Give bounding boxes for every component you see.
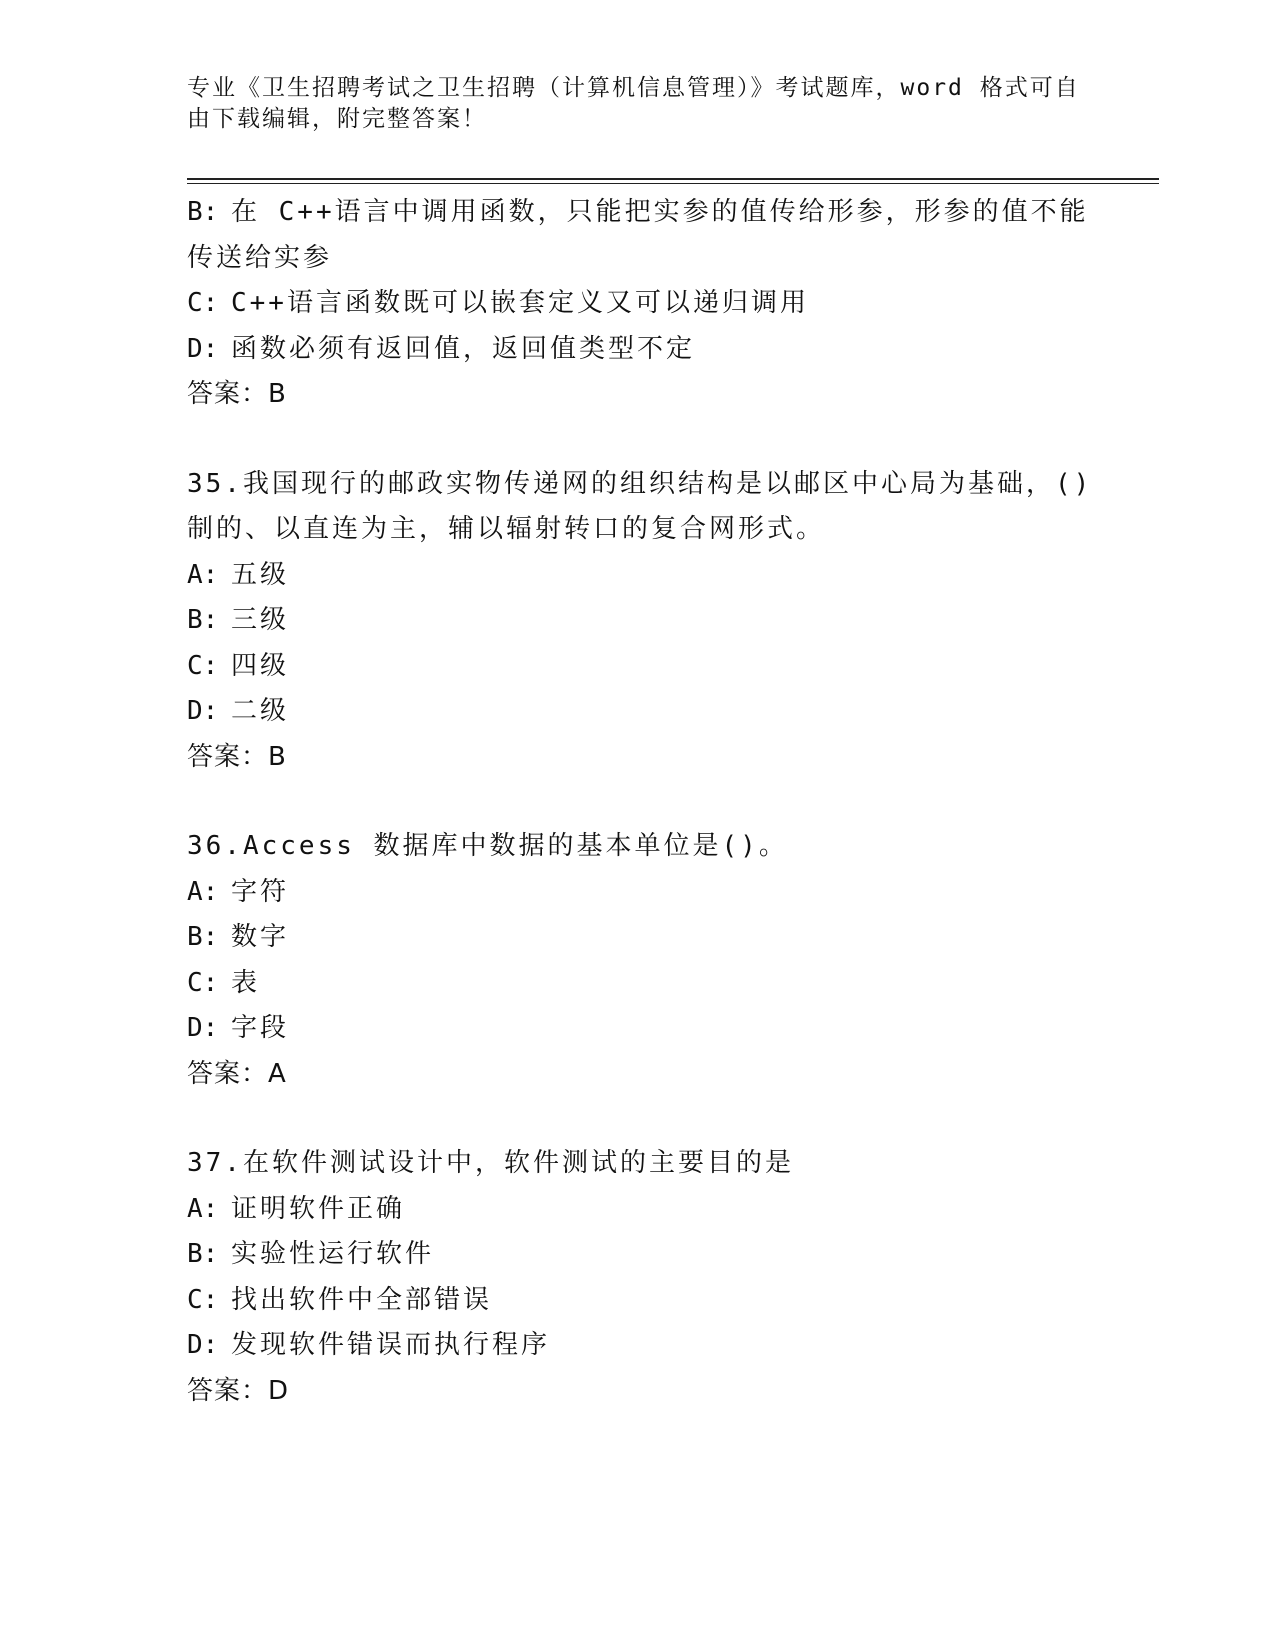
option-text: 二级	[231, 696, 290, 726]
option-label: B:	[187, 197, 219, 227]
option-text: 字符	[231, 876, 290, 907]
option-label: D:	[187, 333, 219, 364]
option-d	[187, 1323, 1087, 1369]
question-text: 37.在软件测试设计中，软件测试的主要目的是	[187, 1148, 794, 1178]
question-36	[187, 824, 1087, 1097]
option-label: D:	[187, 696, 219, 726]
option-label: D:	[187, 1330, 219, 1360]
option-label: A:	[187, 876, 219, 907]
document-header	[187, 73, 1087, 135]
option-b	[187, 1232, 1087, 1278]
question-37	[187, 1141, 1087, 1414]
answer-line: 答案：A	[187, 1058, 287, 1089]
option-text: 字段	[231, 1013, 290, 1043]
option-a	[187, 553, 1087, 599]
option-c	[187, 961, 1087, 1007]
answer-line: 答案：D	[187, 1375, 290, 1406]
option-label: C:	[187, 967, 219, 998]
question-text: 35.我国现行的邮政实物传递网的组织结构是以邮区中心局为基础，()	[187, 468, 1093, 499]
option-text: 函数必须有返回值，返回值类型不定	[231, 333, 696, 364]
question-35	[187, 462, 1093, 781]
option-b	[187, 190, 1087, 236]
option-text: 五级	[231, 559, 290, 590]
option-b	[187, 915, 1087, 961]
header-rule-thick	[187, 178, 1159, 180]
option-c	[187, 644, 1087, 690]
option-label: C:	[187, 1284, 219, 1315]
option-c	[187, 1278, 1087, 1324]
option-label: C:	[187, 288, 219, 318]
option-c	[187, 281, 1087, 327]
option-text: 表	[231, 967, 261, 998]
option-label: A:	[187, 1193, 219, 1224]
question-list	[187, 190, 1093, 1414]
option-text: 四级	[231, 650, 290, 681]
option-text: 证明软件正确	[231, 1193, 406, 1224]
option-text: C++语言函数既可以嵌套定义又可以递归调用	[231, 288, 809, 318]
question-text: 36.Access 数据库中数据的基本单位是()。	[187, 831, 788, 861]
answer-line: 答案：B	[187, 379, 287, 409]
option-label: B:	[187, 605, 219, 635]
header-line-2: 由下载编辑，附完整答案！	[187, 106, 487, 132]
option-label: B:	[187, 1239, 219, 1269]
option-d	[187, 689, 1087, 735]
question-text-continued: 制的、以直连为主，辅以辐射转口的复合网形式。	[187, 514, 826, 544]
option-b-continued: 传送给实参	[187, 242, 333, 273]
option-text: 找出软件中全部错误	[231, 1284, 493, 1315]
option-a	[187, 1187, 1087, 1233]
option-a	[187, 870, 1087, 916]
question-34-tail	[187, 190, 1087, 418]
option-label: B:	[187, 922, 219, 952]
option-text: 发现软件错误而执行程序	[231, 1330, 551, 1360]
option-text: 实验性运行软件	[231, 1239, 435, 1269]
option-b	[187, 598, 1087, 644]
header-rule-thin	[187, 183, 1159, 184]
option-label: C:	[187, 650, 219, 681]
option-text: 三级	[231, 605, 290, 635]
answer-line: 答案：B	[187, 741, 287, 772]
option-text: 在 C++语言中调用函数，只能把实参的值传给形参，形参的值不能	[231, 197, 1089, 227]
option-d	[187, 1006, 1087, 1052]
header-line-1: 专业《卫生招聘考试之卫生招聘（计算机信息管理）》考试题库，word 格式可自	[187, 75, 1080, 101]
option-label: D:	[187, 1013, 219, 1043]
option-label: A:	[187, 559, 219, 590]
option-text: 数字	[231, 922, 290, 952]
option-d	[187, 327, 1087, 373]
